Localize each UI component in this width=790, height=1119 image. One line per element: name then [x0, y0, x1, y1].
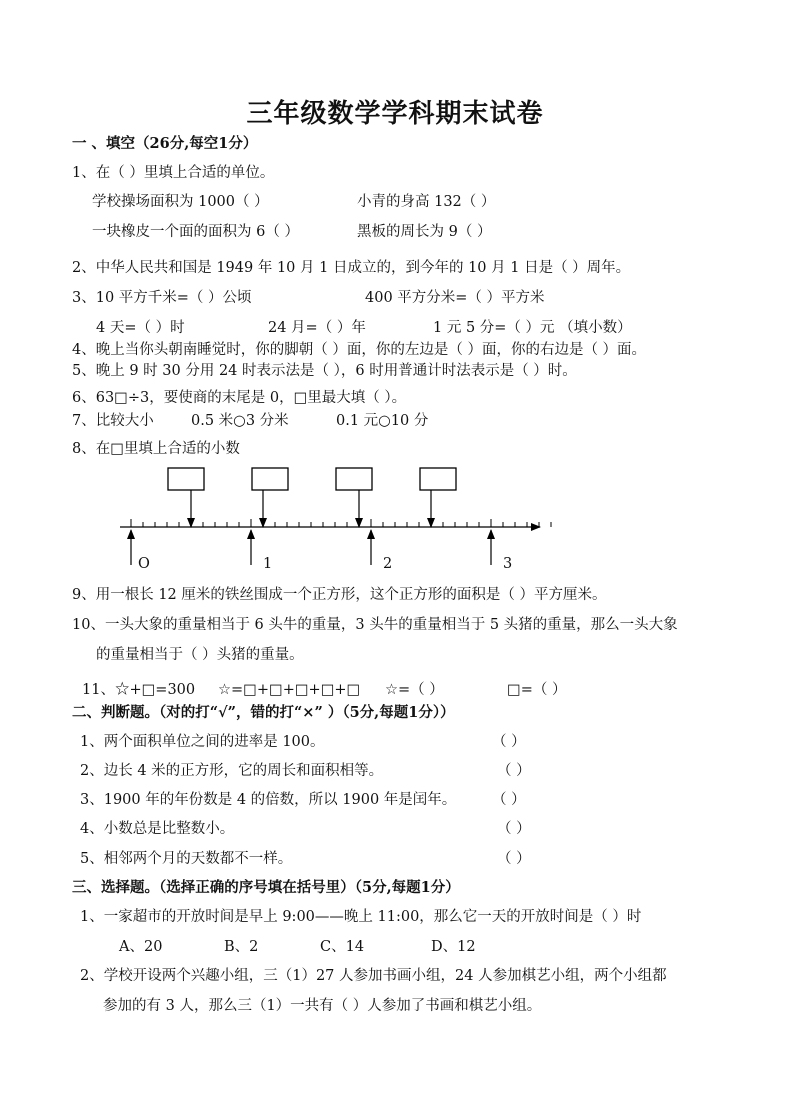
judge-item-2: 2、边长 4 米的正方形，它的周长和面积相等。: [80, 763, 384, 779]
choice-q1-option-c: C、14: [320, 939, 365, 955]
q1-b: 小青的身高 132（ ）: [357, 194, 496, 210]
choice-q1-stem: 1、一家超市的开放时间是早上 9:00——晚上 11:00，那么它一天的开放时间是（ ）时: [80, 909, 642, 925]
q4: 4、晚上当你头朝南睡觉时，你的脚朝（ ）面，你的左边是（ ）面，你的右边是（ ）面。: [72, 342, 647, 358]
axis-label-0: O: [138, 556, 150, 572]
answer-box-2: [252, 468, 288, 490]
q10-a: 10、一头大象的重量相当于 6 头牛的重量，3 头牛的重量相当于 5 头猪的重量，那么一头大象: [72, 617, 678, 633]
q2: 2、中华人民共和国是 1949 年 10 月 1 日成立的，到今年的 10 月 1 日是（ ）周年。: [72, 260, 631, 276]
number-line-ticks: [131, 519, 551, 527]
choice-q1-option-b: B、2: [224, 939, 259, 955]
choice-q2-b: 参加的有 3 人，那么三（1）一共有（ ）人参加了书画和棋艺小组。: [103, 998, 542, 1014]
q1-d: 黑板的周长为 9（ ）: [357, 224, 492, 240]
judge-paren-3: （ ）: [492, 792, 526, 808]
judge-item-1: 1、两个面积单位之间的进率是 100。: [80, 734, 325, 750]
judge-paren-2: （ ）: [497, 763, 531, 779]
axis-label-3: 3: [503, 556, 513, 572]
q1-c: 一块橡皮一个面的面积为 6（ ）: [92, 224, 299, 240]
q9: 9、用一根长 12 厘米的铁丝围成一个正方形，这个正方形的面积是（ ）平方厘米。: [72, 587, 607, 603]
q3-d: 24 月=（ ）年: [268, 320, 366, 336]
q11-b: ☆=□+□+□+□+□: [218, 682, 361, 698]
q8-stem: 8、在□里填上合适的小数: [72, 441, 240, 457]
q1-a: 学校操场面积为 1000（ ）: [92, 194, 269, 210]
q11-c: ☆=（ ）: [385, 682, 444, 698]
answer-box-4: [420, 468, 456, 490]
q7-b: 0.5 米○3 分米: [191, 413, 289, 429]
q5: 5、晚上 9 时 30 分用 24 时表示法是（ ），6 时用普通计时法表示是（ ）时。: [72, 363, 577, 379]
q3-b: 400 平方分米=（ ）平方米: [365, 290, 545, 306]
q3-c: 4 天=（ ）时: [96, 320, 185, 336]
judge-item-3: 3、1900 年的年份数是 4 的倍数，所以 1900 年是闰年。: [80, 792, 457, 808]
choice-q1-option-a: A、20: [119, 939, 163, 955]
answer-box-1: [168, 468, 204, 490]
answer-box-3: [336, 468, 372, 490]
page-title: 三年级数学学科期末试卷: [246, 99, 544, 129]
judge-paren-4: （ ）: [497, 821, 531, 837]
choice-q2-a: 2、学校开设两个兴趣小组，三（1）27 人参加书画小组，24 人参加棋艺小组，两个小组都: [80, 968, 667, 984]
q7-a: 7、比较大小: [72, 413, 154, 429]
q10-b: 的重量相当于（ ）头猪的重量。: [96, 647, 304, 663]
axis-label-2: 2: [383, 556, 393, 572]
q3-a: 3、10 平方千米=（ ）公顷: [72, 290, 252, 306]
q3-e: 1 元 5 分=（ ）元 （填小数）: [433, 320, 632, 336]
q11-d: □=（ ）: [507, 682, 567, 698]
section2-heading: 二、判断题。（对的打“√”，错的打“×” ）（5分,每题1分））: [72, 704, 455, 721]
judge-item-5: 5、相邻两个月的天数都不一样。: [80, 851, 293, 867]
judge-paren-5: （ ）: [497, 851, 531, 867]
choice-q1-option-d: D、12: [431, 939, 476, 955]
axis-label-1: 1: [263, 556, 273, 572]
q6: 6、63□÷3，要使商的末尾是 0，□里最大填（ ）。: [72, 390, 407, 406]
q11-a: 11、☆+□=300: [82, 682, 196, 698]
judge-item-4: 4、小数总是比整数小。: [80, 821, 235, 837]
q7-c: 0.1 元○10 分: [336, 413, 429, 429]
judge-paren-1: （ ）: [492, 734, 526, 750]
q1-stem: 1、在（ ）里填上合适的单位。: [72, 165, 275, 181]
section3-heading: 三、选择题。（选择正确的序号填在括号里）（5分,每题1分）: [72, 879, 460, 896]
section1-heading: 一 、填空（26分,每空1分）: [72, 135, 258, 152]
